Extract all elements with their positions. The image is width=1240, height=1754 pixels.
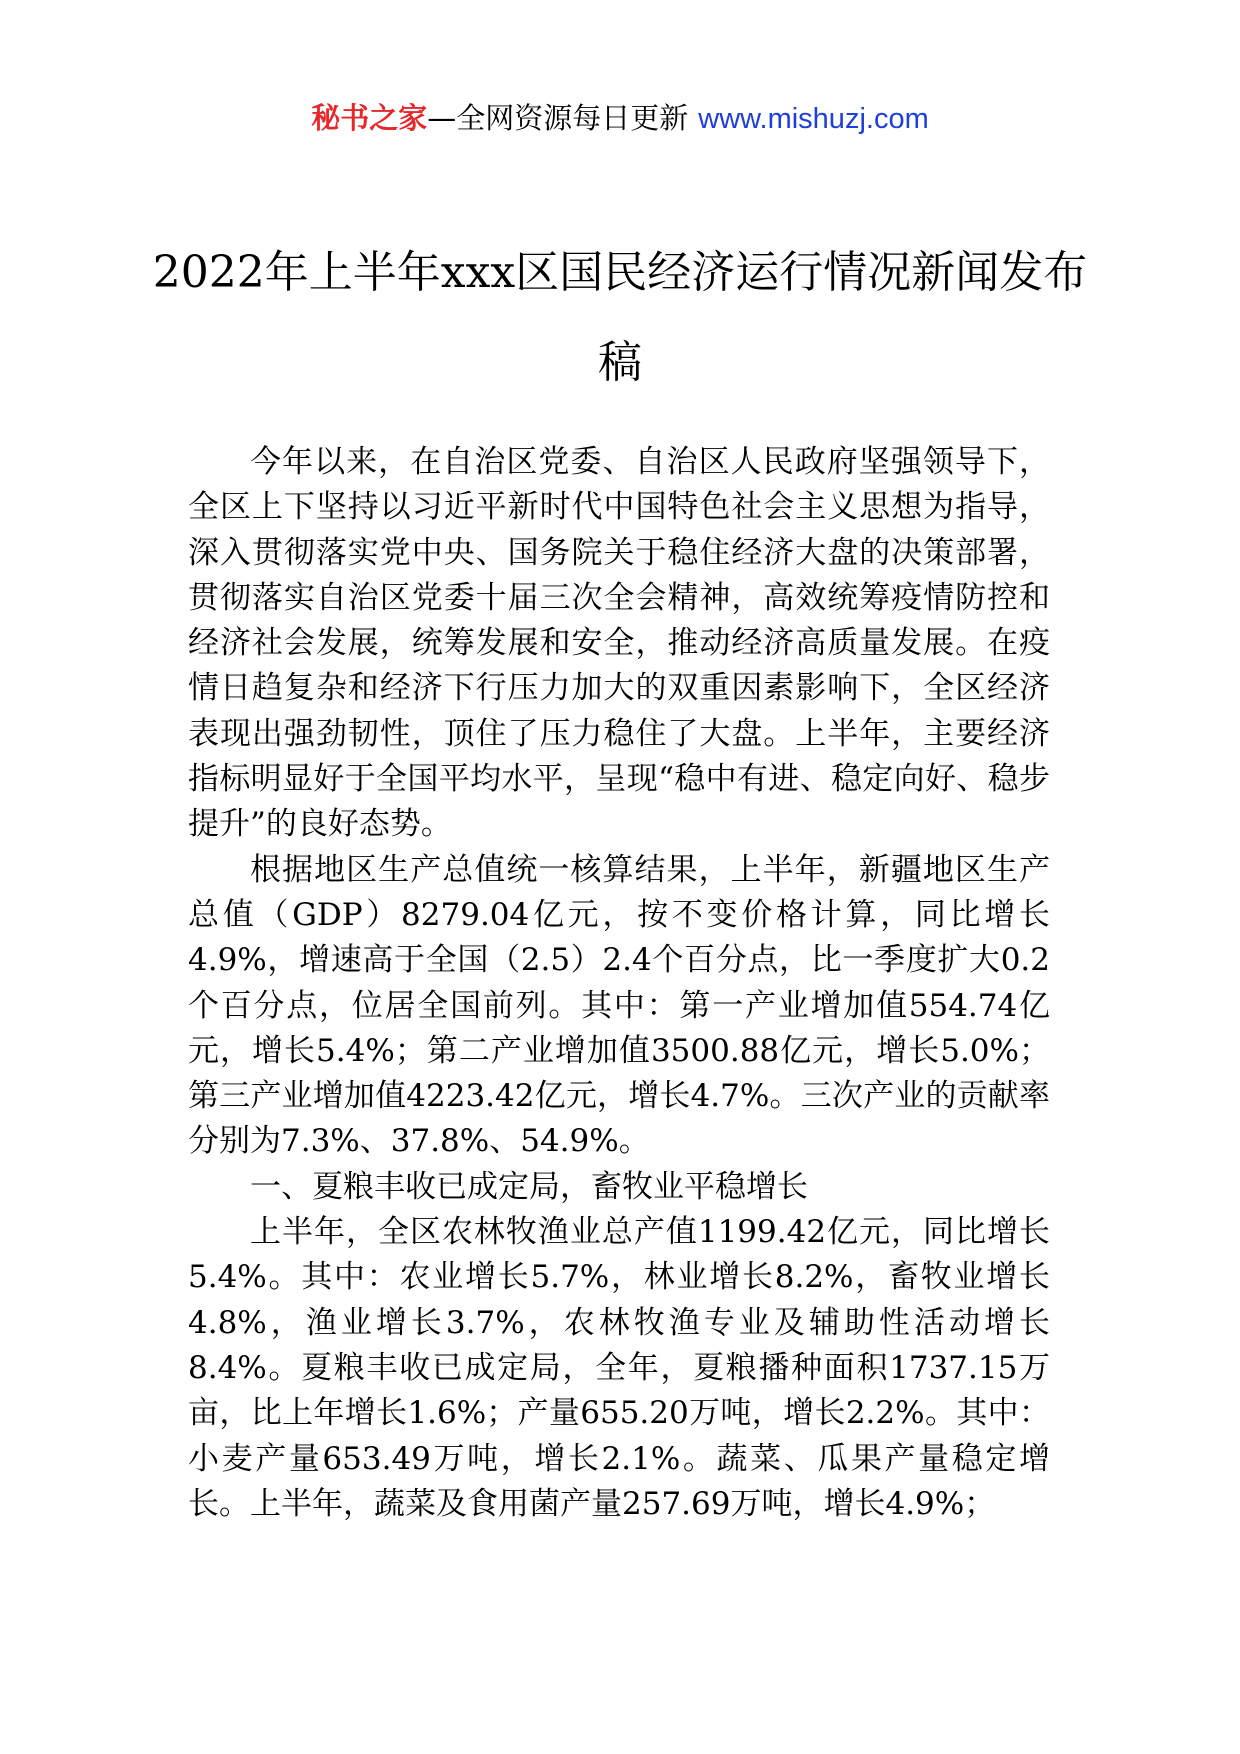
intro-paragraph: 今年以来，在自治区党委、自治区人民政府坚强领导下，全区上下坚持以习近平新时代中国特色社会主义思想为指导，深入贯彻落实党中央、国务院关于稳住经济大盘的决策部署，贯彻落实自治区党委十届三次全会精神，高效统筹疫情防控和经济社会发展，统筹发展和安全，推动经济高质量发展。在疫情日趋复杂和经济下行压力加大的双重因素影响下，全区经济表现出强劲韧性，顶住了压力稳住了大盘。上半年，主要经济指标明显好于全国平均水平，呈现“稳中有进、稳定向好、稳步提升”的良好态势。 [188,444,1050,843]
gdp-paragraph: 根据地区生产总值统一核算结果，上半年，新疆地区生产总值（GDP）8279.04亿元，按不变价格计算，同比增长4.9%，增速高于全国（2.5）2.4个百分点，比一季度扩大0.2个百分点，位居全国前列。其中：第一产业增加值554.74亿元，增长5.4%；第二产业增加值3500.88亿元，增长5.0%；第三产业增加值4223.42亿元，增长4.7%。三次产业的贡献率分别为7.3%、37.8%、54.9%。 [188,851,1050,1160]
section-heading: 一、夏粮丰收已成定局，畜牧业平稳增长 [250,1168,808,1205]
site-header [0,98,1240,139]
site-url-link[interactable]: www.mishuzj.com [698,103,929,135]
document-title: 2022年上半年xxx区国民经济运行情况新闻发布稿 [152,247,1088,388]
brand-name: 秘书之家 [311,101,428,135]
document-body [188,440,1050,1527]
agriculture-paragraph: 上半年，全区农林牧渔业总产值1199.42亿元，同比增长5.4%。其中：农业增长5.7%，林业增长8.2%，畜牧业增长4.8%，渔业增长3.7%，农林牧渔专业及辅助性活动增长8.4%。夏粮丰收已成定局，全年，夏粮播种面积1737.15万亩，比上年增长1.6%；产量655.20万吨，增长2.2%。其中：小麦产量653.49万吨，增长2.1%。蔬菜、瓜果产量稳定增长。上半年，蔬菜及食用菌产量257.69万吨，增长4.9%； [188,1214,1050,1522]
header-slogan: —全网资源每日更新 [427,101,689,135]
